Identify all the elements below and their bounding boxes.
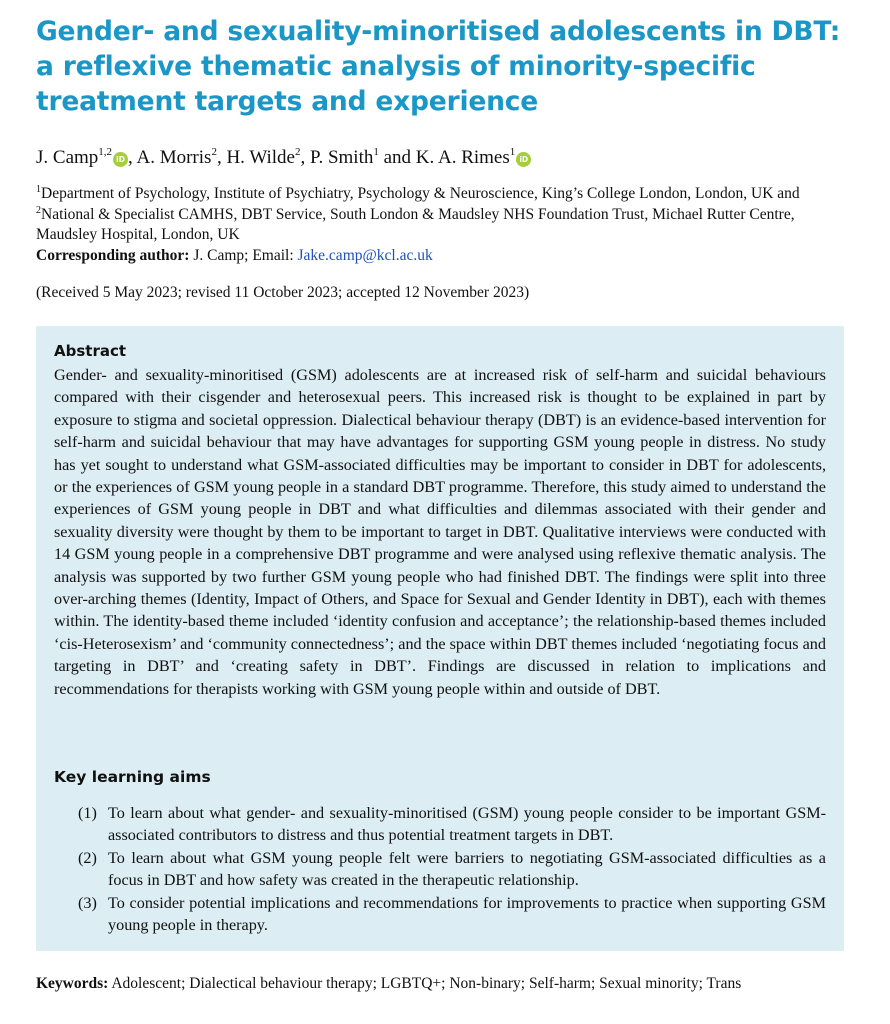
author-name: J. Camp (36, 147, 99, 168)
corresponding-text: J. Camp; Email: (189, 246, 298, 264)
affiliations (36, 184, 848, 266)
title-line: treatment targets and experience (36, 86, 539, 117)
abstract-heading: Abstract (54, 342, 127, 360)
received-dates: (Received 5 May 2023; revised 11 October 2023; accepted 12 November 2023) (36, 284, 530, 301)
author-name: A. Morris (136, 147, 212, 168)
corresponding-label: Corresponding author: (36, 246, 190, 264)
title-line: a reflexive thematic analysis of minority-specific (36, 51, 756, 82)
author-affiliation-sup: 2 (211, 146, 217, 158)
list-item (78, 892, 826, 937)
corresponding-author (36, 246, 848, 267)
list-item-number: (1) (78, 804, 97, 822)
keywords (36, 974, 741, 994)
author-affiliation-sup: 1 (509, 146, 516, 158)
learning-aims-list (78, 802, 826, 936)
author-name: H. Wilde (226, 147, 295, 168)
author-separator: and (378, 147, 416, 168)
learning-aims-heading: Key learning aims (54, 768, 211, 786)
affiliation-line: Maudsley Hospital, London, UK (36, 226, 240, 243)
affiliation-text: National & Specialist CAMHS, DBT Service, South London & Maudsley NHS Foundation Trust, Michael Rutter Centre, (41, 205, 795, 223)
abstract-text: Gender- and sexuality-minoritised (GSM) adolescents are at increased risk of self-harm and suicidal behaviours compared with their cisgender and heterosexual peers. This increased risk is thought to be explained in part by exposure to stigma and societal oppression. Dialectical behaviour therapy (DBT) is an evidence-based intervention for self-harm and suicidal behaviour that may have advantages for supporting GSM young people in distress. No study has yet sought to understand what GSM-associated difficulties may be important to consider in DBT for adolescents, or the experiences of GSM young people in a standard DBT programme. Therefore, this study aimed to understand the experiences of GSM young people in DBT and what difficulties and dilemmas associated with their gender and sexuality diversity were thought by them to be important to target in DBT. Qualitative interviews were conducted with 14 GSM young people in a comprehensive DBT programme and were analysed using reflexive thematic analysis. The analysis was supported by two further GSM young people who had finished DBT. The findings were split into three over-arching themes (Identity, Impact of Others, and Space for Sexual and Gender Identity in DBT), each with themes within. The identity-based theme included ‘identity confusion and acceptance’; the relationship-based themes included ‘cis-Heterosexism’ and ‘community connectedness’; and the space within DBT themes included ‘negotiating focus and targeting in DBT’ and ‘creating safety in DBT’. Findings are discussed in relation to implications and recommendations for therapists working with GSM young people within and outside of DBT. (54, 366, 826, 698)
author-name: K. A. Rimes (415, 147, 510, 168)
affiliation-sup: 2 (36, 204, 41, 216)
list-item (78, 847, 826, 892)
author-name: P. Smith (309, 147, 374, 168)
list-item-number: (3) (78, 893, 97, 912)
author-affiliation-sup: 1 (373, 146, 379, 158)
author-affiliation-sup: 1,2 (98, 146, 113, 158)
abstract-box (36, 326, 844, 951)
affiliation-sup: 1 (36, 184, 41, 195)
keywords-label: Keywords: (36, 975, 109, 992)
orcid-icon[interactable]: iD (113, 152, 128, 167)
list-item-number: (2) (78, 848, 97, 867)
keywords-text: Adolescent; Dialectical behaviour therapy; LGBTQ+; Non-binary; Self-harm; Sexual minority; Trans (108, 975, 742, 992)
article-title (36, 14, 866, 119)
author-affiliation-sup: 2 (294, 146, 301, 158)
author-list (36, 145, 866, 171)
affiliation-line (36, 184, 848, 205)
author-separator: , (128, 147, 137, 168)
author-separator: , (216, 147, 227, 168)
email-link[interactable]: Jake.camp@kcl.ac.uk (297, 246, 433, 264)
orcid-icon[interactable]: iD (516, 152, 531, 167)
list-item-text: To learn about what GSM young people felt were barriers to negotiating GSM-associated difficulties as a focus in DBT and how safety was created in the therapeutic relationship. (108, 848, 826, 890)
author-separator: , (300, 147, 310, 168)
list-item-text: To learn about what gender- and sexuality-minoritised (GSM) young people consider to be important GSM-associated contributors to distress and thus potential treatment targets in DBT. (108, 804, 826, 845)
affiliation-line (36, 205, 848, 226)
affiliation-text: Department of Psychology, Institute of Psychiatry, Psychology & Neuroscience, King’s College London, London, UK and (41, 185, 800, 202)
title-line: Gender- and sexuality-minoritised adolescents in DBT: (36, 16, 841, 47)
list-item (78, 802, 826, 847)
list-item-text: To consider potential implications and recommendations for improvements to practice when supporting GSM young people in therapy. (108, 893, 826, 935)
